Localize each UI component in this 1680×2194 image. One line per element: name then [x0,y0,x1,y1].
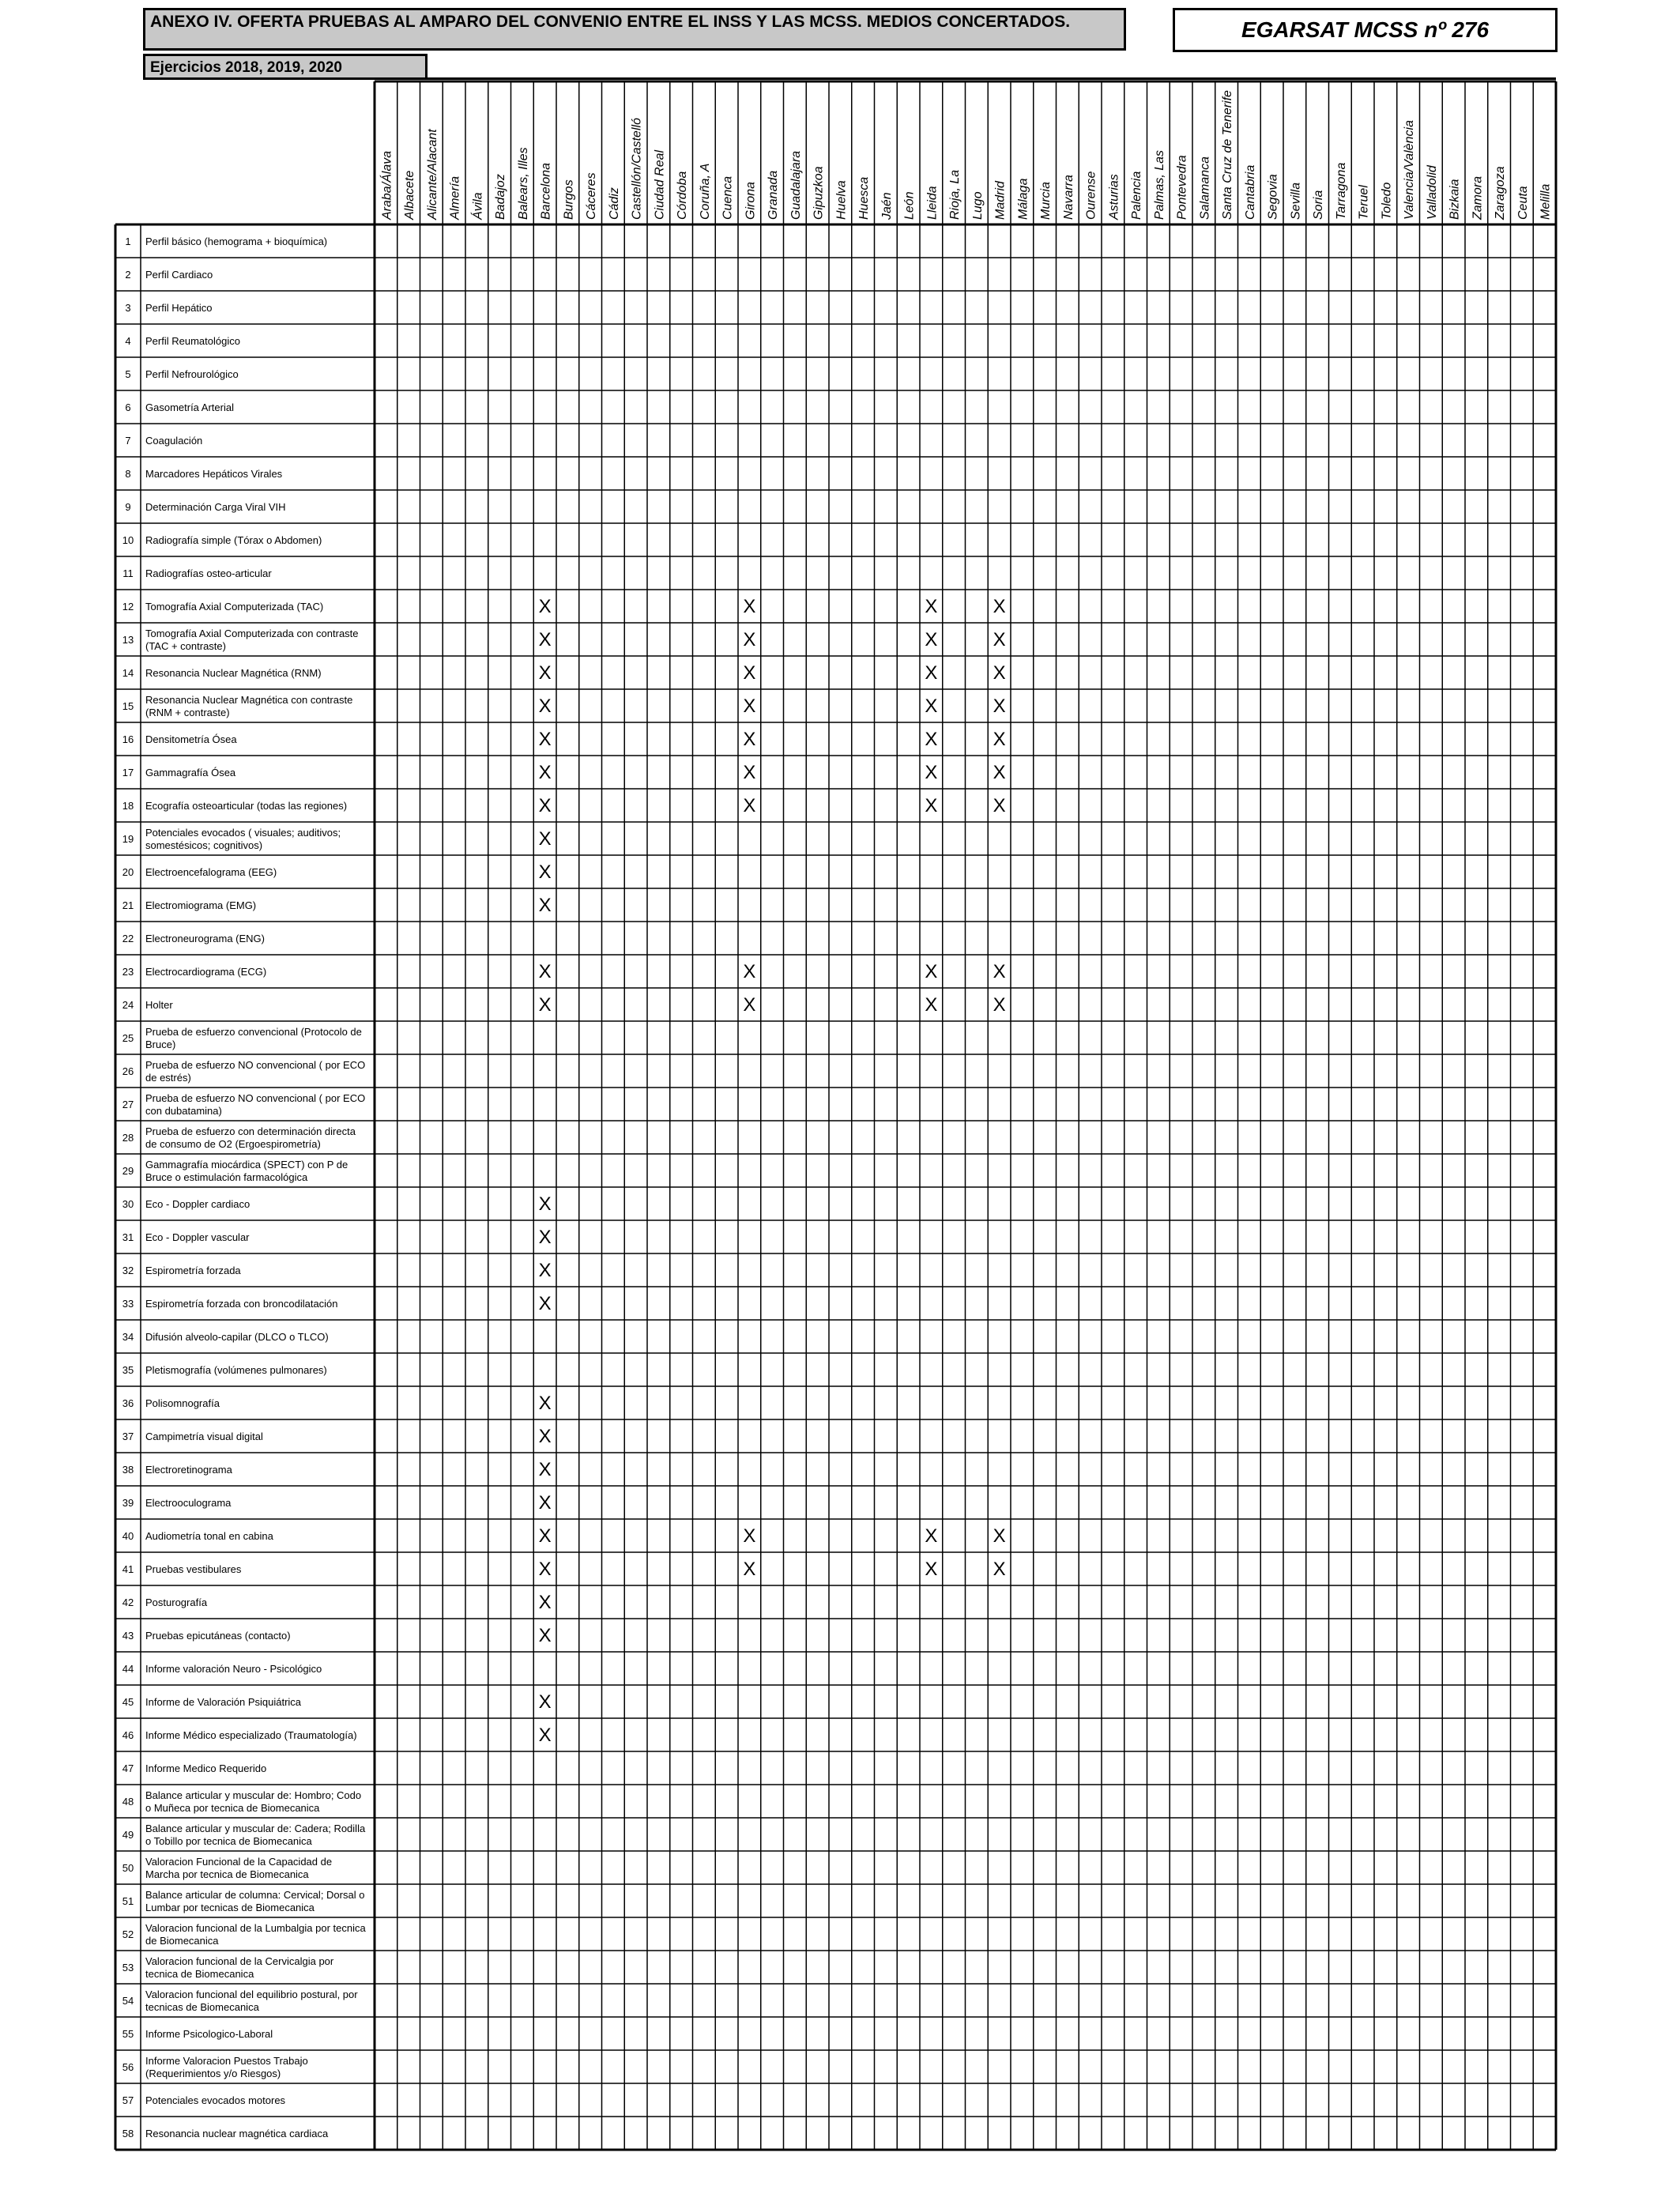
row-number: 7 [125,435,131,447]
row-number: 21 [122,899,134,911]
test-name: Lumbar por tecnicas de Biomecanica [145,1902,315,1913]
row-number: 55 [122,2028,134,2040]
province-header: Girona [744,181,758,220]
test-name: Difusión alveolo-capilar (DLCO o TLCO) [145,1331,329,1343]
test-name: Electroencefalograma (EEG) [145,866,277,878]
row-number: 50 [122,1862,134,1874]
offer-mark: X [743,1559,756,1580]
offer-mark: X [743,795,756,816]
test-name: Valoracion funcional de la Cervicalgia por [145,1955,334,1967]
province-header: Palencia [1130,171,1144,220]
offer-mark: X [538,1260,552,1281]
test-name: Perfil Cardiaco [145,269,213,281]
offer-mark: X [538,895,552,916]
offer-mark: X [993,795,1006,816]
row-number: 27 [122,1099,134,1110]
test-name: Gasometría Arterial [145,401,234,413]
test-name: tecnicas de Biomecanica [145,2001,259,2013]
offer-mark: X [993,762,1006,783]
province-header: Coruña, A [698,163,712,220]
province-header: Cáceres [585,172,599,220]
row-number: 49 [122,1829,134,1841]
province-header: Alicante/Alacant [425,129,439,220]
province-header: Barcelona [539,162,553,220]
row-number: 58 [122,2128,134,2139]
row-number: 54 [122,1995,134,2007]
row-number: 9 [125,501,131,513]
offer-mark: X [993,696,1006,717]
test-name: de Biomecanica [145,1935,219,1947]
province-header: Ciudad Real [653,149,667,220]
row-number: 14 [122,667,134,679]
province-header: León [902,191,917,220]
offer-mark: X [538,1459,552,1480]
test-name: Bruce) [145,1039,176,1050]
test-name: o Muñeca por tecnica de Biomecanica [145,1802,320,1814]
offer-mark: X [925,1525,938,1547]
province-header: Cantabria [1243,164,1257,220]
offer-mark: X [538,1393,552,1414]
offer-mark: X [993,596,1006,617]
province-header: Valladolid [1425,165,1439,220]
province-header: Toledo [1380,182,1394,220]
offer-mark: X [538,696,552,717]
province-header: Segovia [1266,174,1280,220]
test-name: Prueba de esfuerzo NO convencional ( por ECO [145,1059,366,1071]
row-number: 22 [122,933,134,944]
test-name: Pruebas vestibulares [145,1563,242,1575]
offer-mark: X [925,729,938,750]
offer-mark: X [925,696,938,717]
row-number: 46 [122,1729,134,1741]
offer-mark: X [925,795,938,816]
test-name: con dubatamina) [145,1105,222,1117]
row-number: 43 [122,1630,134,1642]
row-number: 47 [122,1762,134,1774]
row-number: 51 [122,1895,134,1907]
test-name: Coagulación [145,435,203,447]
row-number: 16 [122,733,134,745]
offer-mark: X [538,1193,552,1215]
row-number: 17 [122,767,134,778]
offer-mark: X [743,729,756,750]
offer-mark: X [993,729,1006,750]
row-number: 18 [122,800,134,812]
row-number: 19 [122,833,134,845]
offer-mark: X [538,1625,552,1646]
test-name: Perfil Nefrourológico [145,368,239,380]
row-number: 40 [122,1530,134,1542]
province-header: Guadalajara [789,150,803,220]
subtitle-text: Ejercicios 2018, 2019, 2020 [150,59,342,76]
test-name: Determinación Carga Viral VIH [145,501,286,513]
mutua-text: EGARSAT MCSS nº 276 [1241,17,1490,42]
province-header: Navarra [1061,175,1075,220]
row-number: 1 [125,236,131,247]
test-name: Potenciales evocados motores [145,2094,286,2106]
province-header: Salamanca [1198,156,1212,220]
test-name: Holter [145,999,173,1011]
offer-mark: X [538,729,552,750]
row-number: 32 [122,1265,134,1276]
test-name: Resonancia nuclear magnética cardiaca [145,2128,329,2139]
offer-mark: X [538,994,552,1016]
test-name: Espirometría forzada [145,1265,241,1276]
row-number: 30 [122,1198,134,1210]
offer-mark: X [925,762,938,783]
province-header: Murcia [1039,181,1053,220]
province-header: Jaén [880,192,894,220]
row-number: 41 [122,1563,134,1575]
row-number: 56 [122,2061,134,2073]
test-name: Valoracion Funcional de la Capacidad de [145,1856,333,1868]
row-number: 48 [122,1796,134,1808]
province-header: Castellón/Castelló [630,118,644,220]
offer-mark: X [538,1725,552,1746]
row-number: 57 [122,2094,134,2106]
test-name: Electrooculograma [145,1497,232,1509]
row-number: 34 [122,1331,134,1343]
row-number: 45 [122,1696,134,1708]
test-name: Pruebas epicutáneas (contacto) [145,1630,291,1642]
province-header: Araba/Álava [380,150,394,220]
offer-mark: X [743,662,756,684]
test-name: Resonancia Nuclear Magnética (RNM) [145,667,322,679]
offer-mark: X [538,1426,552,1447]
province-header: Valencia/València [1403,119,1417,220]
row-number: 13 [122,634,134,646]
test-name: de consumo de O2 (Ergoespirometría) [145,1138,321,1150]
row-number: 11 [122,567,134,579]
test-name: Bruce o estimulación farmacológica [145,1171,308,1183]
test-name: de estrés) [145,1072,191,1084]
row-number: 36 [122,1397,134,1409]
offer-mark: X [993,961,1006,982]
row-number: 53 [122,1962,134,1973]
offer-mark: X [925,1559,938,1580]
test-name: Marcha por tecnica de Biomecanica [145,1868,309,1880]
test-name: Prueba de esfuerzo NO convencional ( por ECO [145,1092,366,1104]
row-number: 52 [122,1928,134,1940]
test-name: Pletismografía (volúmenes pulmonares) [145,1364,327,1376]
offer-mark: X [538,828,552,850]
row-number: 38 [122,1464,134,1476]
row-number: 44 [122,1663,134,1675]
offer-mark: X [538,861,552,883]
test-name: Valoracion funcional del equilibrio postural, por [145,1989,358,2000]
title-text: ANEXO IV. OFERTA PRUEBAS AL AMPARO DEL CONVENIO ENTRE EL INSS Y LAS MCSS. MEDIOS CONCERTADOS. [150,13,1071,31]
province-header: Huesca [857,176,872,220]
row-number: 24 [122,999,134,1011]
offer-mark: X [743,696,756,717]
test-name: Informe Medico Requerido [145,1762,267,1774]
row-number: 25 [122,1032,134,1044]
test-name: Espirometría forzada con broncodilatación [145,1298,338,1310]
province-header: Albacete [403,170,417,220]
row-number: 35 [122,1364,134,1376]
test-name: Electroretinograma [145,1464,232,1476]
row-number: 4 [125,335,131,347]
row-number: 29 [122,1165,134,1177]
offer-mark: X [743,629,756,650]
province-header: Ávila [471,192,485,220]
offer-mark: X [743,1525,756,1547]
province-header: Tarragona [1334,162,1348,220]
test-name: Gammagrafía miocárdica (SPECT) con P de [145,1159,348,1171]
province-header: Almería [448,175,462,220]
offer-mark: X [538,1293,552,1314]
test-name: Informe de Valoración Psiquiátrica [145,1696,302,1708]
test-name: Tomografía Axial Computerizada con contraste [145,628,359,639]
test-name: somestésicos; cognitivos) [145,839,263,851]
province-header: Granada [767,170,781,220]
offer-mark: X [538,596,552,617]
test-name: Tomografía Axial Computerizada (TAC) [145,601,324,613]
offer-mark: X [538,1227,552,1248]
province-header: Sevilla [1289,182,1303,220]
row-number: 28 [122,1132,134,1144]
province-header: Zamora [1471,175,1485,220]
test-name: Electromiograma (EMG) [145,899,257,911]
test-name: Densitometría Ósea [145,733,237,745]
test-name: Electroneurograma (ENG) [145,933,265,944]
row-number: 23 [122,966,134,978]
offer-mark: X [538,629,552,650]
province-header: Lugo [970,191,985,220]
offer-mark: X [993,1525,1006,1547]
province-header: Lleida [925,186,940,220]
test-name: Perfil Reumatológico [145,335,240,347]
province-header: Málaga [1016,178,1030,220]
test-name: Perfil básico (hemograma + bioquímica) [145,236,328,247]
test-name: (Requerimientos y/o Riesgos) [145,2068,281,2079]
province-header: Gipuzkoa [812,166,826,220]
test-name: tecnica de Biomecanica [145,1968,254,1980]
test-name: Balance articular y muscular de: Cadera; Rodilla [145,1823,366,1834]
row-number: 3 [125,302,131,314]
test-name: Informe valoración Neuro - Psicológico [145,1663,322,1675]
offer-mark: X [538,762,552,783]
test-name: (RNM + contraste) [145,707,230,718]
province-header: Cádiz [607,187,621,220]
offer-mark: X [925,596,938,617]
offer-mark: X [538,961,552,982]
province-header: Melilla [1539,183,1553,220]
test-name: Radiografías osteo-articular [145,567,272,579]
offer-mark: X [993,629,1006,650]
offer-mark: X [743,994,756,1016]
offer-mark: X [743,596,756,617]
test-name: Prueba de esfuerzo convencional (Protocolo de [145,1026,362,1038]
test-name: Marcadores Hepáticos Virales [145,468,283,480]
test-name: Perfil Hepático [145,302,213,314]
offer-mark: X [993,1559,1006,1580]
test-name: Potenciales evocados ( visuales; auditivos; [145,827,341,839]
test-name: Informe Psicologico-Laboral [145,2028,273,2040]
province-header: Rioja, La [948,169,962,220]
province-header: Ourense [1084,171,1098,220]
offer-mark: X [743,961,756,982]
province-header: Cuenca [721,175,735,220]
row-number: 2 [125,269,131,281]
province-header: Zaragoza [1494,166,1508,220]
test-name: Polisomnografía [145,1397,220,1409]
offer-mark: X [993,994,1006,1016]
test-name: Balance articular de columna: Cervical; Dorsal o [145,1889,365,1901]
row-number: 8 [125,468,131,480]
test-name: Campimetría visual digital [145,1431,263,1442]
test-name: Radiografía simple (Tórax o Abdomen) [145,534,322,546]
province-header: Badajoz [494,174,508,220]
row-number: 37 [122,1431,134,1442]
offer-mark: X [538,1691,552,1713]
test-name: Eco - Doppler cardiaco [145,1198,250,1210]
row-number: 15 [122,700,134,712]
province-header: Pontevedra [1175,155,1189,220]
offer-mark: X [538,1492,552,1514]
row-number: 26 [122,1065,134,1077]
test-name: Resonancia Nuclear Magnética con contraste [145,694,353,706]
test-name: Prueba de esfuerzo con determinación directa [145,1125,356,1137]
test-name: Gammagrafía Ósea [145,767,236,778]
test-name: Balance articular y muscular de: Hombro; Codo [145,1789,362,1801]
row-number: 31 [122,1231,134,1243]
province-header: Santa Cruz de Tenerife [1221,90,1235,220]
province-header: Burgos [562,179,576,220]
province-header: Ceuta [1516,186,1530,220]
province-header: Córdoba [676,171,690,220]
province-header: Soria [1312,190,1326,220]
province-header: Teruel [1357,185,1371,220]
offer-mark: X [538,1525,552,1547]
offer-mark: X [925,994,938,1016]
test-name: Eco - Doppler vascular [145,1231,250,1243]
province-header: Bizkaia [1448,179,1462,220]
test-name: Audiometría tonal en cabina [145,1530,273,1542]
province-header: Huelva [834,180,849,220]
test-name: Valoracion funcional de la Lumbalgia por tecnica [145,1922,366,1934]
offer-mark: X [743,762,756,783]
test-name: Posturografía [145,1596,208,1608]
test-name: Informe Valoracion Puestos Trabajo [145,2055,308,2067]
province-header: Asturias [1107,174,1121,220]
offer-mark: X [538,795,552,816]
test-name: (TAC + contraste) [145,640,226,652]
row-number: 12 [122,601,134,613]
offer-mark: X [925,629,938,650]
test-name: o Tobillo por tecnica de Biomecanica [145,1835,312,1847]
offer-mark: X [538,1592,552,1613]
offer-mark: X [925,662,938,684]
row-number: 5 [125,368,131,380]
province-header: Palmas, Las [1152,149,1166,220]
province-header: Madrid [993,181,1008,220]
row-number: 39 [122,1497,134,1509]
row-number: 33 [122,1298,134,1310]
offer-mark: X [925,961,938,982]
row-number: 6 [125,401,131,413]
offer-mark: X [538,1559,552,1580]
row-number: 42 [122,1596,134,1608]
test-name: Informe Médico especializado (Traumatología) [145,1729,357,1741]
offer-mark: X [993,662,1006,684]
row-number: 10 [122,534,134,546]
province-header: Balears, Illes [516,147,530,220]
test-name: Electrocardiograma (ECG) [145,966,267,978]
row-number: 20 [122,866,134,878]
test-name: Ecografía osteoarticular (todas las regiones) [145,800,348,812]
offer-mark: X [538,662,552,684]
